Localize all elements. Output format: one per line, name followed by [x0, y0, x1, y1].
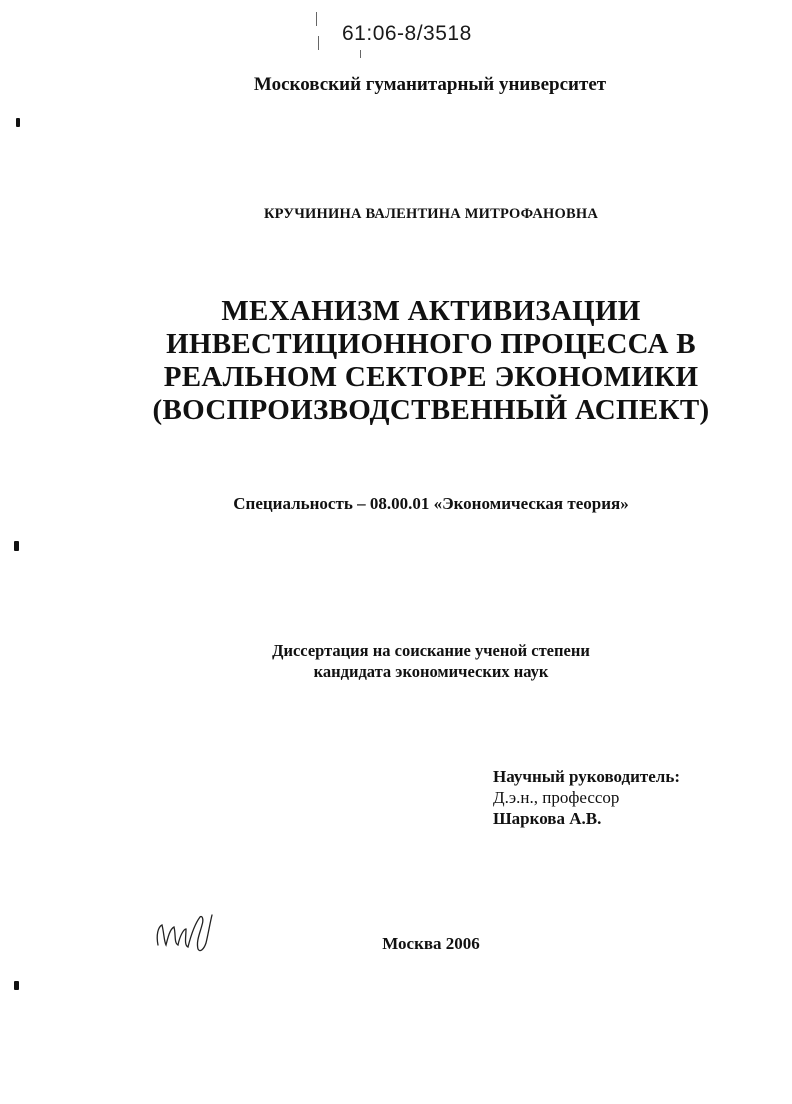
title-line: МЕХАНИЗМ АКТИВИЗАЦИИ: [221, 295, 641, 327]
binding-hole-mark: [16, 118, 20, 127]
scan-line-mark: [360, 50, 361, 58]
thesis-title: [40, 295, 792, 427]
author-name: КРУЧИНИНА ВАЛЕНТИНА МИТРОФАНОВНА: [263, 206, 599, 222]
scan-line-mark: [316, 12, 317, 26]
title-line: ИНВЕСТИЦИОННОГО ПРОЦЕССА В: [166, 328, 696, 360]
specialty-line: Специальность – 08.00.01 «Экономическая теория»: [233, 494, 629, 513]
binding-hole-mark: [14, 981, 19, 990]
supervisor-degree: Д.э.н., профессор: [493, 788, 620, 807]
dissertation-line: кандидата экономических наук: [313, 662, 549, 681]
binding-hole-mark: [14, 541, 19, 551]
title-line: (ВОСПРОИЗВОДСТВЕННЫЙ АСПЕКТ): [152, 394, 710, 426]
archive-stamp-number: 61:06-8/3518: [342, 22, 472, 45]
city-year: Москва 2006: [382, 934, 480, 953]
university-name: Московский гуманитарный университет: [253, 74, 607, 95]
dissertation-degree: [40, 640, 792, 682]
supervisor-label: Научный руководитель:: [493, 767, 680, 786]
scan-line-mark: [318, 36, 319, 50]
dissertation-line: Диссертация на соискание ученой степени: [272, 641, 590, 660]
title-line: РЕАЛЬНОМ СЕКТОРЕ ЭКОНОМИКИ: [163, 361, 699, 393]
supervisor-name: Шаркова А.В.: [493, 809, 602, 828]
supervisor-block: [493, 766, 680, 829]
